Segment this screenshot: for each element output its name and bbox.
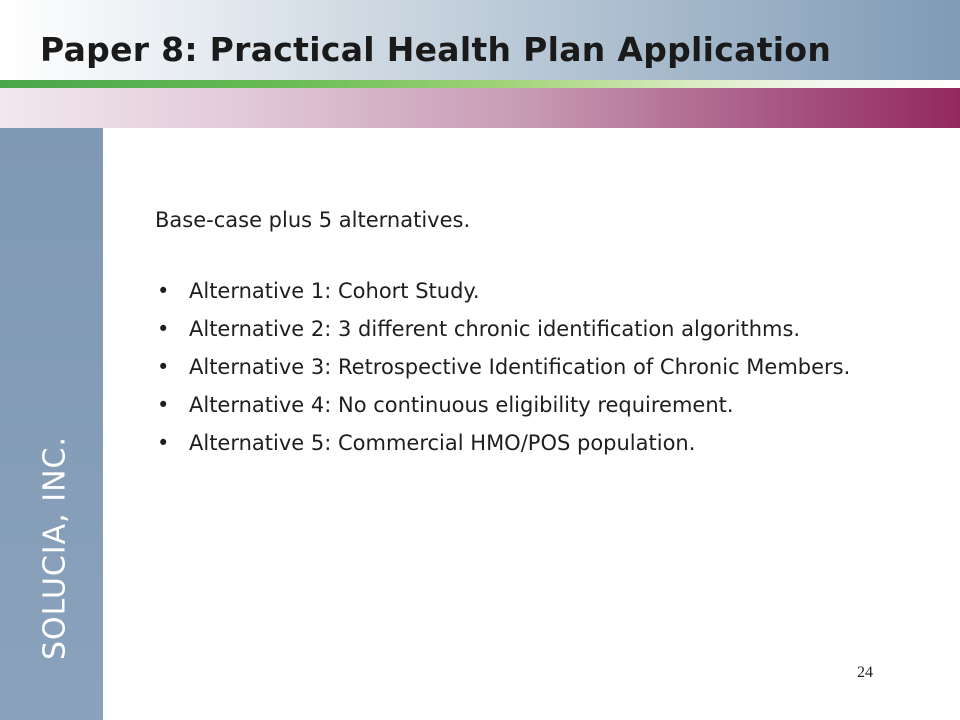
- list-item-text: Alternative 1: Cohort Study.: [189, 279, 480, 303]
- header-color-band: [0, 88, 960, 128]
- list-item-text: Alternative 5: Commercial HMO/POS population.: [189, 431, 696, 455]
- list-item: [155, 314, 895, 344]
- slide-body: [155, 205, 895, 466]
- alternatives-list: [155, 276, 895, 458]
- intro-text: Base-case plus 5 alternatives.: [155, 208, 471, 232]
- list-item-text: Alternative 4: No continuous eligibility requirement.: [189, 393, 734, 417]
- list-item: [155, 428, 895, 458]
- list-item: [155, 276, 895, 306]
- list-item: [155, 390, 895, 420]
- list-item-text: Alternative 3: Retrospective Identification of Chronic Members.: [189, 355, 851, 379]
- list-item-text: Alternative 2: 3 different chronic identification algorithms.: [189, 317, 801, 341]
- sidebar: [0, 128, 103, 720]
- bullet-icon: •: [157, 393, 170, 417]
- bullet-icon: •: [157, 355, 170, 379]
- bullet-icon: •: [157, 317, 170, 341]
- company-name: SOLUCIA, INC.: [37, 436, 73, 660]
- bullet-icon: •: [157, 431, 170, 455]
- bullet-icon: •: [157, 279, 170, 303]
- header-accent-line: [0, 80, 960, 88]
- list-item: [155, 352, 895, 382]
- page-number: 24: [857, 664, 873, 681]
- slide-title: Paper 8: Practical Health Plan Application: [40, 30, 832, 69]
